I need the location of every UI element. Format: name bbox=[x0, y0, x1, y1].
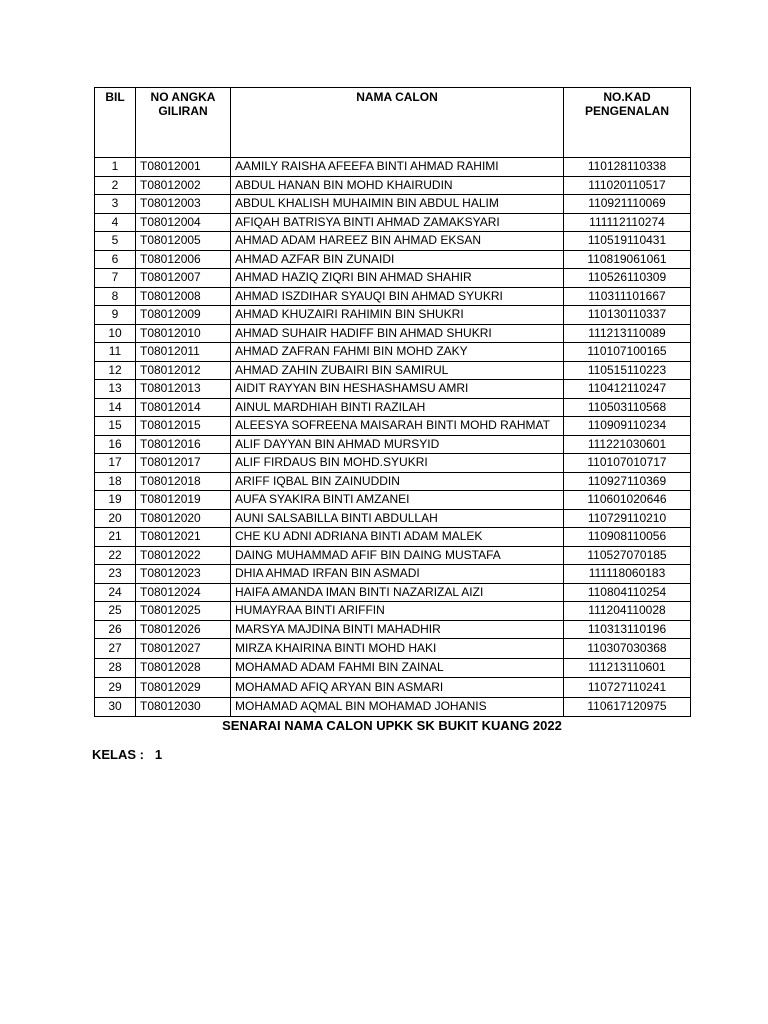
cell-bil: 24 bbox=[95, 583, 136, 602]
table-row bbox=[95, 658, 691, 678]
cell-bil: 14 bbox=[95, 398, 136, 417]
cell-nama-calon: DHIA AHMAD IRFAN BIN ASMADI bbox=[231, 565, 564, 584]
cell-bil: 11 bbox=[95, 343, 136, 362]
cell-no-angka-giliran: T08012030 bbox=[136, 697, 231, 717]
cell-no-kad-pengenalan: 110617120975 bbox=[564, 697, 691, 717]
cell-bil: 21 bbox=[95, 528, 136, 547]
cell-no-kad-pengenalan: 110526110309 bbox=[564, 269, 691, 288]
cell-no-angka-giliran: T08012006 bbox=[136, 250, 231, 269]
cell-no-angka-giliran: T08012023 bbox=[136, 565, 231, 584]
cell-bil: 17 bbox=[95, 454, 136, 473]
table-row bbox=[95, 213, 691, 232]
cell-no-angka-giliran: T08012018 bbox=[136, 472, 231, 491]
candidate-list-sheet bbox=[94, 87, 691, 717]
table-row bbox=[95, 602, 691, 621]
cell-no-angka-giliran: T08012025 bbox=[136, 602, 231, 621]
table-row bbox=[95, 620, 691, 639]
table-body bbox=[95, 158, 691, 717]
cell-bil: 26 bbox=[95, 620, 136, 639]
cell-no-kad-pengenalan: 110519110431 bbox=[564, 232, 691, 251]
table-row bbox=[95, 176, 691, 195]
cell-bil: 8 bbox=[95, 287, 136, 306]
cell-no-angka-giliran: T08012008 bbox=[136, 287, 231, 306]
cell-no-angka-giliran: T08012029 bbox=[136, 678, 231, 698]
cell-bil: 30 bbox=[95, 697, 136, 717]
page-title: SENARAI NAMA CALON UPKK SK BUKIT KUANG 2022 bbox=[222, 718, 562, 733]
cell-bil: 9 bbox=[95, 306, 136, 325]
cell-no-angka-giliran: T08012022 bbox=[136, 546, 231, 565]
cell-nama-calon: HAIFA AMANDA IMAN BINTI NAZARIZAL AIZI bbox=[231, 583, 564, 602]
cell-nama-calon: ALEESYA SOFREENA MAISARAH BINTI MOHD RAHMAT bbox=[231, 417, 564, 436]
cell-no-kad-pengenalan: 110908110056 bbox=[564, 528, 691, 547]
cell-nama-calon: AUFA SYAKIRA BINTI AMZANEI bbox=[231, 491, 564, 510]
cell-nama-calon: HUMAYRAA BINTI ARIFFIN bbox=[231, 602, 564, 621]
cell-no-angka-giliran: T08012005 bbox=[136, 232, 231, 251]
cell-no-angka-giliran: T08012013 bbox=[136, 380, 231, 399]
cell-nama-calon: ARIFF IQBAL BIN ZAINUDDIN bbox=[231, 472, 564, 491]
cell-nama-calon: ABDUL KHALISH MUHAIMIN BIN ABDUL HALIM bbox=[231, 195, 564, 214]
cell-bil: 18 bbox=[95, 472, 136, 491]
table-row bbox=[95, 546, 691, 565]
kelas-label: KELAS : bbox=[92, 747, 144, 762]
table-row bbox=[95, 435, 691, 454]
cell-no-angka-giliran: T08012009 bbox=[136, 306, 231, 325]
cell-bil: 29 bbox=[95, 678, 136, 698]
table-row bbox=[95, 509, 691, 528]
table-row bbox=[95, 287, 691, 306]
cell-no-angka-giliran: T08012010 bbox=[136, 324, 231, 343]
cell-no-kad-pengenalan: 110307030368 bbox=[564, 639, 691, 659]
cell-nama-calon: MOHAMAD AQMAL BIN MOHAMAD JOHANIS bbox=[231, 697, 564, 717]
cell-bil: 13 bbox=[95, 380, 136, 399]
cell-no-kad-pengenalan: 110927110369 bbox=[564, 472, 691, 491]
cell-no-kad-pengenalan: 110804110254 bbox=[564, 583, 691, 602]
table-row bbox=[95, 269, 691, 288]
cell-bil: 25 bbox=[95, 602, 136, 621]
cell-nama-calon: MIRZA KHAIRINA BINTI MOHD HAKI bbox=[231, 639, 564, 659]
cell-nama-calon: ALIF DAYYAN BIN AHMAD MURSYID bbox=[231, 435, 564, 454]
table-row bbox=[95, 158, 691, 177]
cell-bil: 22 bbox=[95, 546, 136, 565]
table-row bbox=[95, 324, 691, 343]
cell-nama-calon: AUNI SALSABILLA BINTI ABDULLAH bbox=[231, 509, 564, 528]
table-row bbox=[95, 528, 691, 547]
cell-no-kad-pengenalan: 111213110089 bbox=[564, 324, 691, 343]
cell-nama-calon: AHMAD HAZIQ ZIQRI BIN AHMAD SHAHIR bbox=[231, 269, 564, 288]
cell-no-kad-pengenalan: 110107010717 bbox=[564, 454, 691, 473]
cell-no-kad-pengenalan: 111020110517 bbox=[564, 176, 691, 195]
cell-no-kad-pengenalan: 110527070185 bbox=[564, 546, 691, 565]
kelas-spacer bbox=[148, 747, 152, 762]
cell-no-angka-giliran: T08012026 bbox=[136, 620, 231, 639]
cell-no-angka-giliran: T08012012 bbox=[136, 361, 231, 380]
cell-no-kad-pengenalan: 110727110241 bbox=[564, 678, 691, 698]
cell-no-angka-giliran: T08012001 bbox=[136, 158, 231, 177]
cell-nama-calon: AHMAD ADAM HAREEZ BIN AHMAD EKSAN bbox=[231, 232, 564, 251]
cell-no-angka-giliran: T08012017 bbox=[136, 454, 231, 473]
table-row bbox=[95, 417, 691, 436]
cell-bil: 12 bbox=[95, 361, 136, 380]
cell-bil: 10 bbox=[95, 324, 136, 343]
candidate-table bbox=[94, 87, 691, 717]
table-row bbox=[95, 195, 691, 214]
cell-nama-calon: AAMILY RAISHA AFEEFA BINTI AHMAD RAHIMI bbox=[231, 158, 564, 177]
cell-nama-calon: MARSYA MAJDINA BINTI MAHADHIR bbox=[231, 620, 564, 639]
cell-nama-calon: AHMAD SUHAIR HADIFF BIN AHMAD SHUKRI bbox=[231, 324, 564, 343]
cell-no-kad-pengenalan: 110313110196 bbox=[564, 620, 691, 639]
cell-no-kad-pengenalan: 111112110274 bbox=[564, 213, 691, 232]
cell-nama-calon: CHE KU ADNI ADRIANA BINTI ADAM MALEK bbox=[231, 528, 564, 547]
header-row bbox=[95, 88, 691, 158]
cell-no-kad-pengenalan: 111213110601 bbox=[564, 658, 691, 678]
cell-nama-calon: ABDUL HANAN BIN MOHD KHAIRUDIN bbox=[231, 176, 564, 195]
table-row bbox=[95, 639, 691, 659]
cell-nama-calon: AHMAD KHUZAIRI RAHIMIN BIN SHUKRI bbox=[231, 306, 564, 325]
cell-no-angka-giliran: T08012019 bbox=[136, 491, 231, 510]
cell-no-kad-pengenalan: 111221030601 bbox=[564, 435, 691, 454]
cell-no-kad-pengenalan: 110128110338 bbox=[564, 158, 691, 177]
cell-no-angka-giliran: T08012028 bbox=[136, 658, 231, 678]
cell-no-kad-pengenalan: 110921110069 bbox=[564, 195, 691, 214]
table-row bbox=[95, 361, 691, 380]
table-row bbox=[95, 491, 691, 510]
cell-bil: 7 bbox=[95, 269, 136, 288]
table-row bbox=[95, 697, 691, 717]
cell-nama-calon: MOHAMAD ADAM FAHMI BIN ZAINAL bbox=[231, 658, 564, 678]
cell-nama-calon: ALIF FIRDAUS BIN MOHD.SYUKRI bbox=[231, 454, 564, 473]
header-bil: BIL bbox=[95, 88, 136, 158]
cell-no-kad-pengenalan: 110515110223 bbox=[564, 361, 691, 380]
cell-no-kad-pengenalan: 110601020646 bbox=[564, 491, 691, 510]
cell-bil: 23 bbox=[95, 565, 136, 584]
cell-nama-calon: AHMAD ZAHIN ZUBAIRI BIN SAMIRUL bbox=[231, 361, 564, 380]
cell-no-angka-giliran: T08012007 bbox=[136, 269, 231, 288]
cell-no-angka-giliran: T08012027 bbox=[136, 639, 231, 659]
cell-no-kad-pengenalan: 110107100165 bbox=[564, 343, 691, 362]
cell-no-angka-giliran: T08012024 bbox=[136, 583, 231, 602]
cell-no-angka-giliran: T08012003 bbox=[136, 195, 231, 214]
table-header bbox=[95, 88, 691, 158]
cell-bil: 4 bbox=[95, 213, 136, 232]
table-row bbox=[95, 678, 691, 698]
table-row bbox=[95, 343, 691, 362]
cell-no-angka-giliran: T08012020 bbox=[136, 509, 231, 528]
cell-bil: 1 bbox=[95, 158, 136, 177]
table-row bbox=[95, 472, 691, 491]
header-no-angka-giliran: NO ANGKA GILIRAN bbox=[136, 88, 231, 158]
cell-bil: 6 bbox=[95, 250, 136, 269]
cell-no-angka-giliran: T08012011 bbox=[136, 343, 231, 362]
cell-no-angka-giliran: T08012002 bbox=[136, 176, 231, 195]
kelas-line bbox=[92, 747, 162, 762]
cell-no-kad-pengenalan: 110412110247 bbox=[564, 380, 691, 399]
cell-no-kad-pengenalan: 110311101667 bbox=[564, 287, 691, 306]
cell-nama-calon: AIDIT RAYYAN BIN HESHASHAMSU AMRI bbox=[231, 380, 564, 399]
cell-bil: 19 bbox=[95, 491, 136, 510]
cell-no-angka-giliran: T08012004 bbox=[136, 213, 231, 232]
cell-nama-calon: MOHAMAD AFIQ ARYAN BIN ASMARI bbox=[231, 678, 564, 698]
cell-no-kad-pengenalan: 110503110568 bbox=[564, 398, 691, 417]
cell-nama-calon: AHMAD ISZDIHAR SYAUQI BIN AHMAD SYUKRI bbox=[231, 287, 564, 306]
header-no-kad-pengenalan: NO.KAD PENGENALAN bbox=[564, 88, 691, 158]
cell-bil: 2 bbox=[95, 176, 136, 195]
cell-no-kad-pengenalan: 110130110337 bbox=[564, 306, 691, 325]
table-row bbox=[95, 565, 691, 584]
table-row bbox=[95, 398, 691, 417]
cell-no-kad-pengenalan: 110909110234 bbox=[564, 417, 691, 436]
cell-bil: 20 bbox=[95, 509, 136, 528]
cell-no-kad-pengenalan: 110819061061 bbox=[564, 250, 691, 269]
kelas-value: 1 bbox=[154, 747, 163, 762]
cell-bil: 5 bbox=[95, 232, 136, 251]
table-row bbox=[95, 380, 691, 399]
cell-no-kad-pengenalan: 111118060183 bbox=[564, 565, 691, 584]
table-row bbox=[95, 232, 691, 251]
cell-no-angka-giliran: T08012014 bbox=[136, 398, 231, 417]
cell-no-angka-giliran: T08012021 bbox=[136, 528, 231, 547]
cell-bil: 3 bbox=[95, 195, 136, 214]
cell-no-angka-giliran: T08012016 bbox=[136, 435, 231, 454]
cell-nama-calon: AFIQAH BATRISYA BINTI AHMAD ZAMAKSYARI bbox=[231, 213, 564, 232]
cell-no-kad-pengenalan: 110729110210 bbox=[564, 509, 691, 528]
table-row bbox=[95, 454, 691, 473]
cell-nama-calon: AHMAD ZAFRAN FAHMI BIN MOHD ZAKY bbox=[231, 343, 564, 362]
header-nama-calon: NAMA CALON bbox=[231, 88, 564, 158]
cell-bil: 15 bbox=[95, 417, 136, 436]
table-row bbox=[95, 306, 691, 325]
table-row bbox=[95, 583, 691, 602]
cell-no-kad-pengenalan: 111204110028 bbox=[564, 602, 691, 621]
table-row bbox=[95, 250, 691, 269]
cell-nama-calon: AINUL MARDHIAH BINTI RAZILAH bbox=[231, 398, 564, 417]
cell-nama-calon: AHMAD AZFAR BIN ZUNAIDI bbox=[231, 250, 564, 269]
cell-bil: 27 bbox=[95, 639, 136, 659]
cell-no-angka-giliran: T08012015 bbox=[136, 417, 231, 436]
cell-bil: 16 bbox=[95, 435, 136, 454]
cell-bil: 28 bbox=[95, 658, 136, 678]
cell-nama-calon: DAING MUHAMMAD AFIF BIN DAING MUSTAFA bbox=[231, 546, 564, 565]
